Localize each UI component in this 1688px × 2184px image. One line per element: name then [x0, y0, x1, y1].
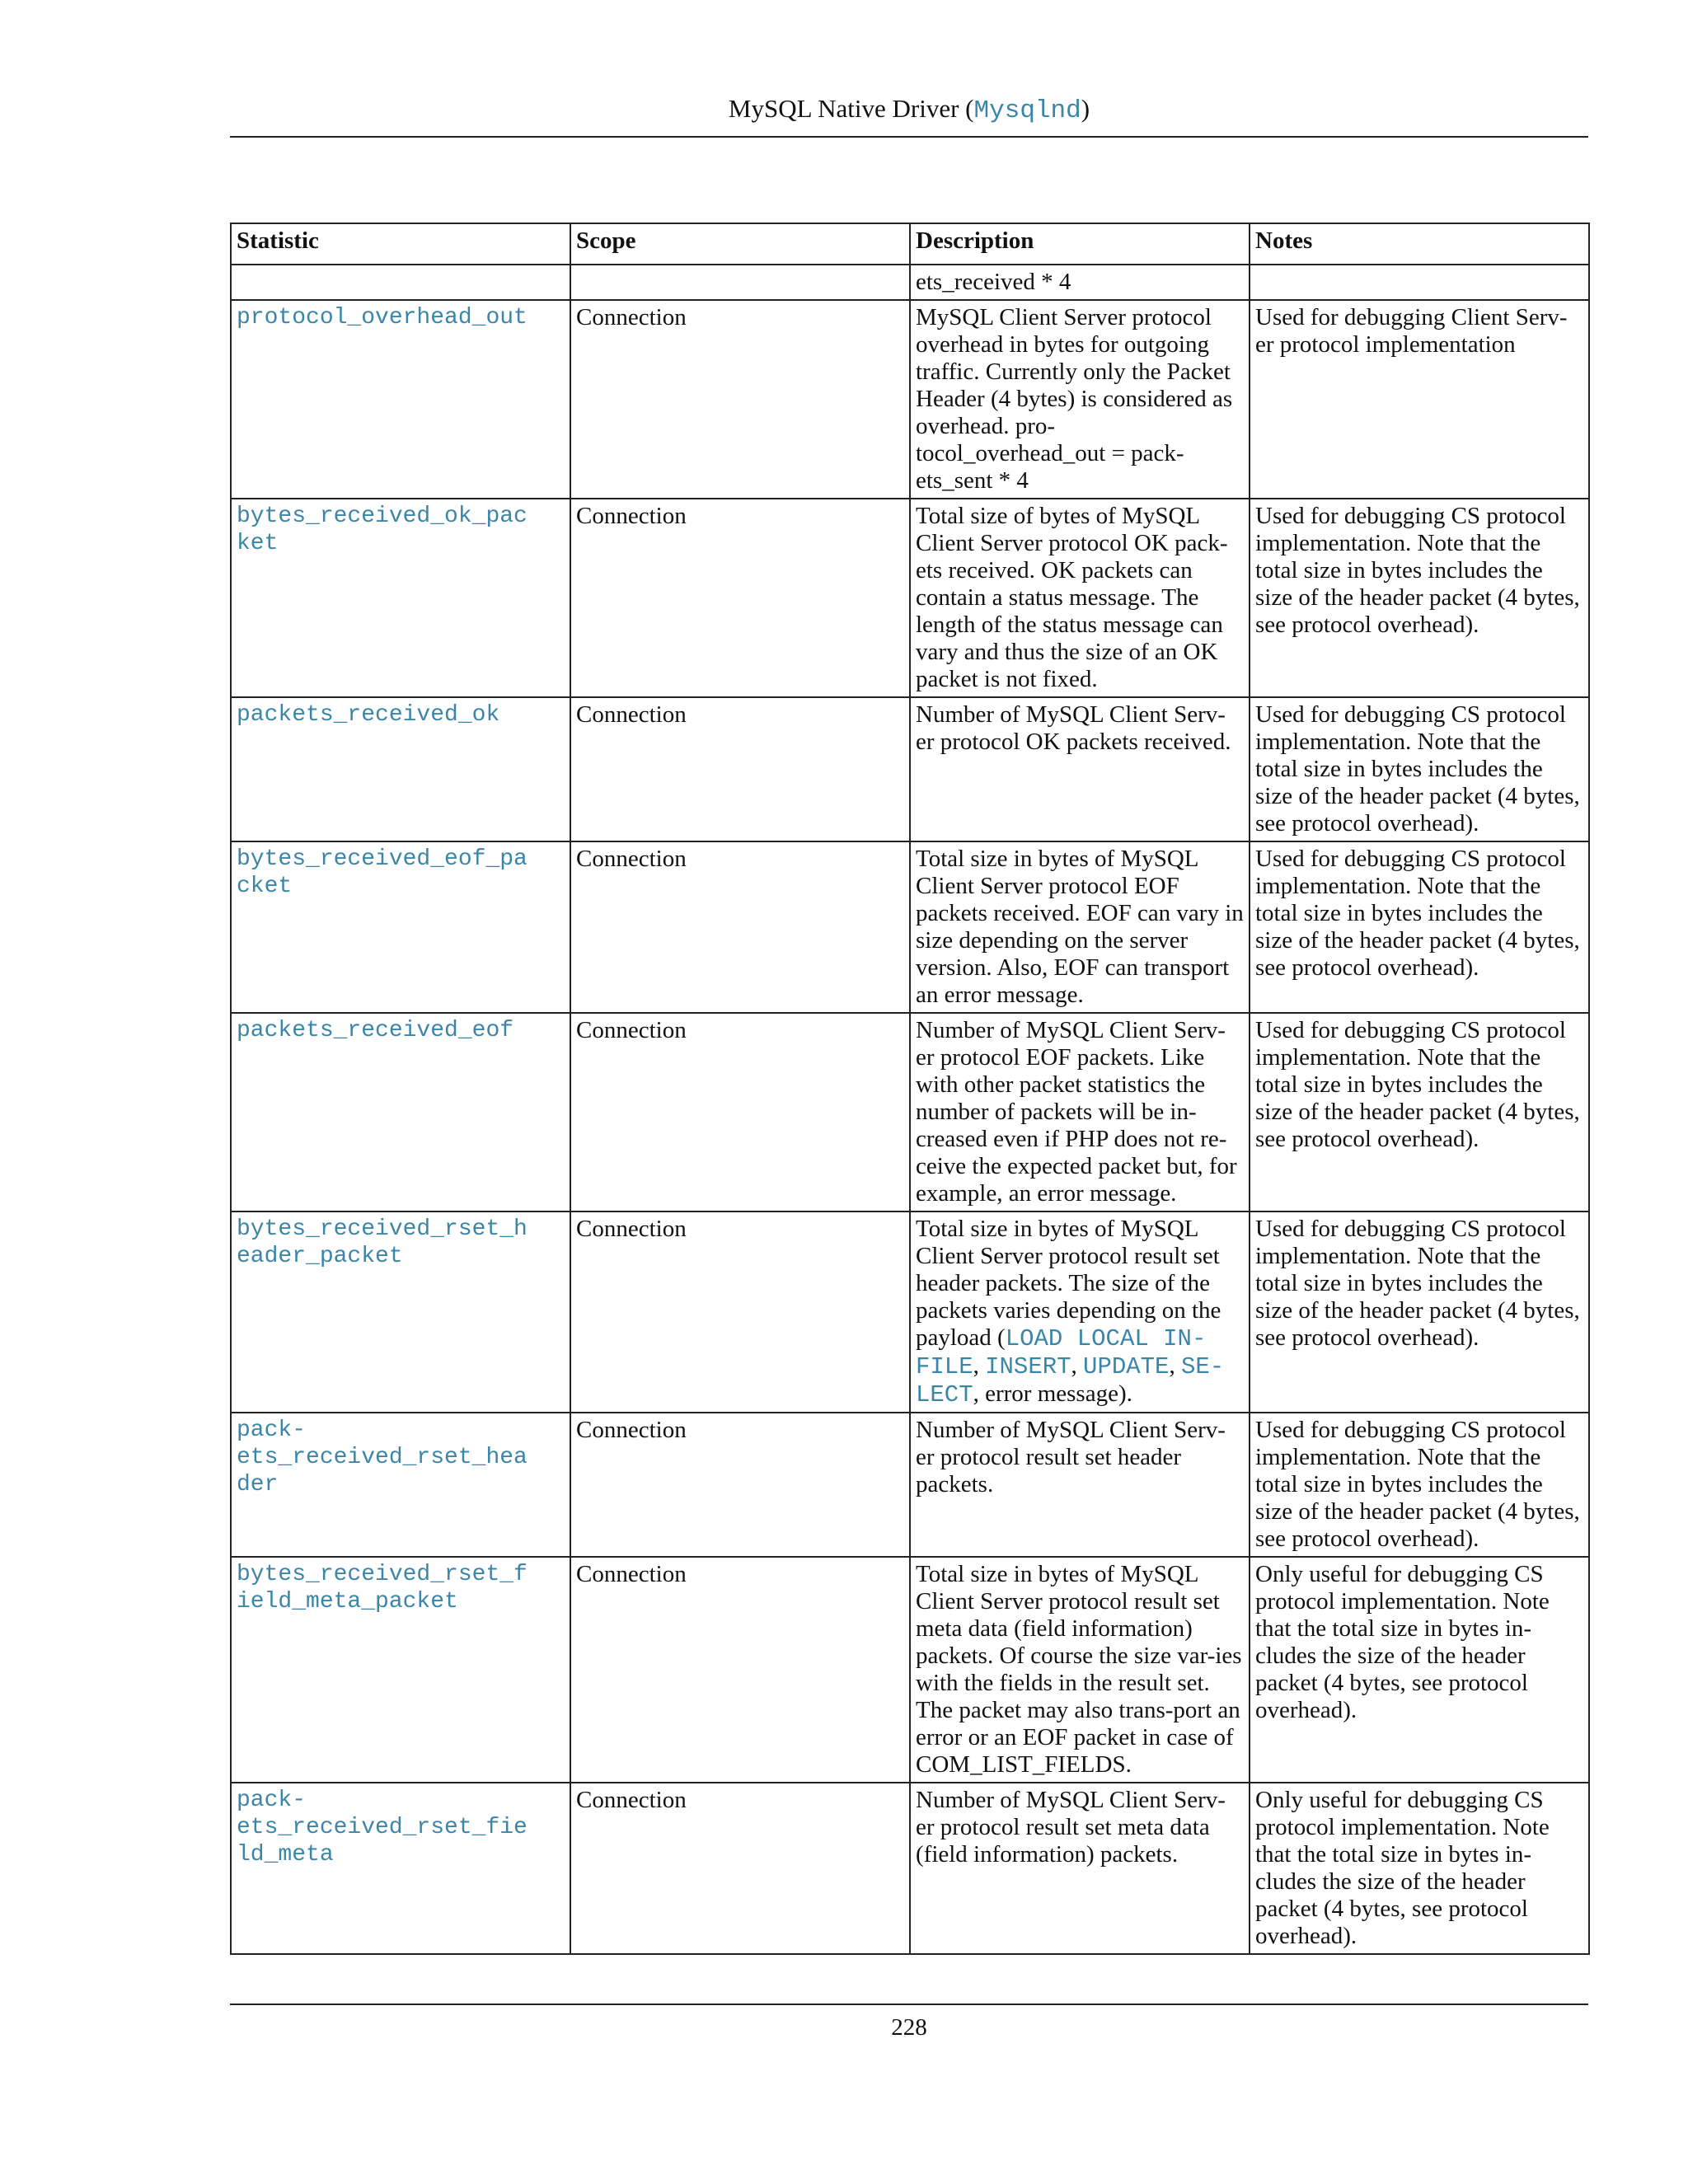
scope-cell: Connection [570, 1557, 910, 1783]
table-row [231, 1212, 1589, 1413]
page-number: 228 [891, 2014, 927, 2041]
column-header-description: Description [910, 223, 1250, 265]
code-link-load-local-infile[interactable]: LOAD LOCAL IN-FILE [916, 1325, 1207, 1380]
description-separator: , [973, 1352, 986, 1379]
code-link-update[interactable]: UPDATE [1083, 1353, 1170, 1380]
table-row [231, 697, 1589, 841]
header-divider [230, 136, 1588, 138]
notes-cell: Only useful for debugging CS protocol implementation. Note that the total size in bytes in-cludes the size of the header packet (4 bytes, see protocol overhead). [1250, 1783, 1589, 1954]
statistic-link[interactable]: protocol_overhead_out [231, 300, 570, 499]
scope-cell [570, 265, 910, 300]
scope-cell: Connection [570, 1212, 910, 1413]
notes-cell [1250, 265, 1589, 300]
notes-cell: Used for debugging Client Serv-er protocol implementation [1250, 300, 1589, 499]
scope-cell: Connection [570, 1783, 910, 1954]
description-cell: Number of MySQL Client Serv-er protocol result set meta data (field information) packets. [910, 1783, 1250, 1954]
statistic-link[interactable]: bytes_received_rset_h eader_packet [231, 1212, 570, 1413]
scope-cell: Connection [570, 1013, 910, 1212]
notes-cell: Only useful for debugging CS protocol implementation. Note that the total size in bytes in-cludes the size of the header packet (4 bytes, see protocol overhead). [1250, 1557, 1589, 1783]
description-separator: , [1071, 1352, 1084, 1379]
table-row [231, 1013, 1589, 1212]
description-text: Total size in bytes of MySQL Client Server protocol result set header packets. The size of the packets varies depending on the payload ( [916, 1216, 1221, 1351]
description-cell: Total size of bytes of MySQL Client Server protocol OK pack-ets received. OK packets can contain a status message. The length of the status message can vary and thus the size of an OK packet is not fixed. [910, 499, 1250, 697]
description-cell: ets_received * 4 [910, 265, 1250, 300]
code-link-select[interactable]: SE-LECT [916, 1353, 1225, 1408]
notes-cell: Used for debugging CS protocol implementation. Note that the total size in bytes includes the size of the header packet (4 bytes, see protocol overhead). [1250, 1212, 1589, 1413]
statistic-link[interactable]: bytes_received_rset_f ield_meta_packet [231, 1557, 570, 1783]
table-row [231, 499, 1589, 697]
header-title-code[interactable]: Mysqlnd [973, 96, 1081, 125]
code-link-insert[interactable]: INSERT [985, 1353, 1071, 1380]
table-row [231, 1783, 1589, 1954]
statistic-link[interactable]: packets_received_ok [231, 697, 570, 841]
notes-cell: Used for debugging CS protocol implementation. Note that the total size in bytes includes the size of the header packet (4 bytes, see protocol overhead). [1250, 1013, 1589, 1212]
notes-cell: Used for debugging CS protocol implementation. Note that the total size in bytes includes the size of the header packet (4 bytes, see protocol overhead). [1250, 499, 1589, 697]
scope-cell: Connection [570, 841, 910, 1013]
statistic-link[interactable]: packets_received_eof [231, 1013, 570, 1212]
page-header [230, 92, 1588, 128]
scope-cell: Connection [570, 300, 910, 499]
description-cell: Number of MySQL Client Serv-er protocol EOF packets. Like with other packet statistics the number of packets will be in-creased even if PHP does not re-ceive the expected packet but, for example, an error message. [910, 1013, 1250, 1212]
statistics-table [230, 223, 1590, 1955]
description-cell: Total size in bytes of MySQL Client Server protocol EOF packets received. EOF can vary in size depending on the server version. Also, EOF can transport an error message. [910, 841, 1250, 1013]
statistic-cell [231, 265, 570, 300]
footer-divider [230, 2004, 1588, 2005]
table-row [231, 300, 1589, 499]
statistic-link[interactable]: pack- ets_received_rset_fie ld_meta [231, 1783, 570, 1954]
notes-cell: Used for debugging CS protocol implementation. Note that the total size in bytes includes the size of the header packet (4 bytes, see protocol overhead). [1250, 841, 1589, 1013]
description-cell: Number of MySQL Client Serv-er protocol OK packets received. [910, 697, 1250, 841]
table-row [231, 1413, 1589, 1557]
column-header-scope: Scope [570, 223, 910, 265]
statistic-link[interactable]: bytes_received_ok_pac ket [231, 499, 570, 697]
description-text: , error message). [973, 1380, 1132, 1407]
table-header-row [231, 223, 1589, 265]
description-separator: , [1169, 1352, 1181, 1379]
table-row [231, 841, 1589, 1013]
notes-cell: Used for debugging CS protocol implementation. Note that the total size in bytes includes the size of the header packet (4 bytes, see protocol overhead). [1250, 1413, 1589, 1557]
table-row [231, 1557, 1589, 1783]
table-row [231, 265, 1589, 300]
description-cell [910, 1212, 1250, 1413]
header-title-prefix: MySQL Native Driver ( [728, 94, 974, 123]
header-title-suffix: ) [1081, 94, 1090, 123]
description-cell: MySQL Client Server protocol overhead in bytes for outgoing traffic. Currently only the Packet Header (4 bytes) is considered as overhead. pro-tocol_overhead_out = pack-ets_sent * 4 [910, 300, 1250, 499]
notes-cell: Used for debugging CS protocol implementation. Note that the total size in bytes includes the size of the header packet (4 bytes, see protocol overhead). [1250, 697, 1589, 841]
description-cell: Number of MySQL Client Serv-er protocol result set header packets. [910, 1413, 1250, 1557]
statistic-link[interactable]: bytes_received_eof_pa cket [231, 841, 570, 1013]
scope-cell: Connection [570, 697, 910, 841]
scope-cell: Connection [570, 1413, 910, 1557]
description-cell: Total size in bytes of MySQL Client Server protocol result set meta data (field information) packets. Of course the size var-ies with the fields in the result set. The packet may also trans-port an error or an EOF packet in case of COM_LIST_FIELDS. [910, 1557, 1250, 1783]
column-header-statistic: Statistic [231, 223, 570, 265]
scope-cell: Connection [570, 499, 910, 697]
column-header-notes: Notes [1250, 223, 1589, 265]
statistic-link[interactable]: pack- ets_received_rset_hea der [231, 1413, 570, 1557]
